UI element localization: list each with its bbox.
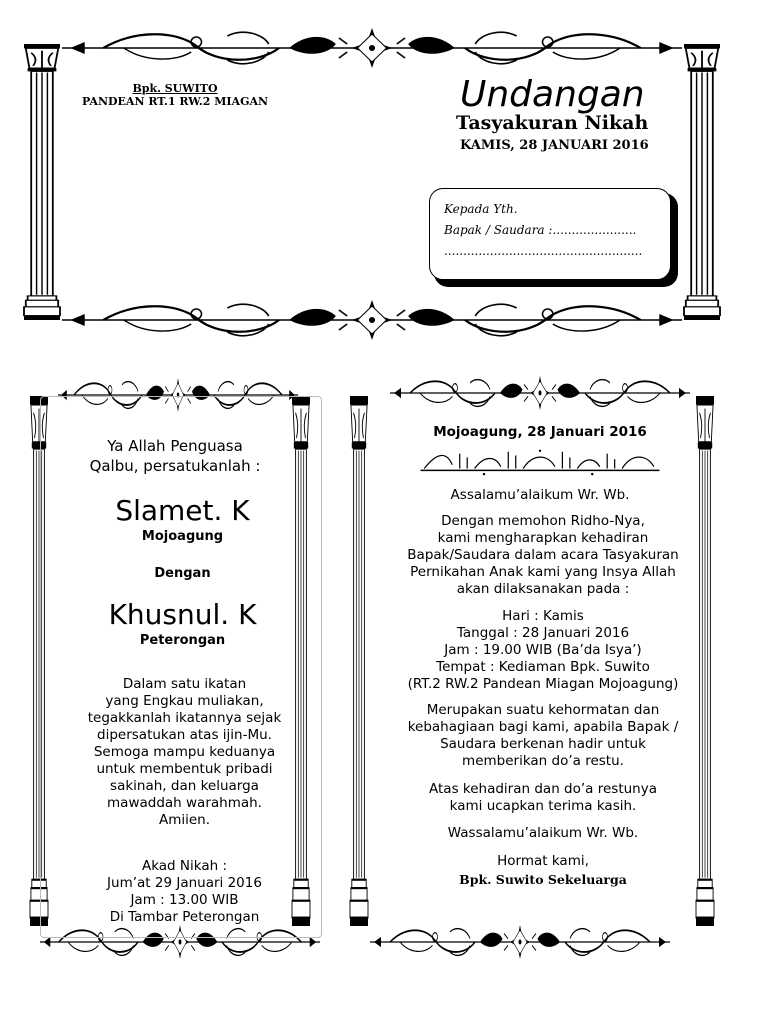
akad-line: Jum’at 29 Januari 2016 — [107, 875, 262, 891]
envelope-right-pillar — [684, 44, 720, 320]
recipient-label: Kepada Yth. — [444, 202, 518, 216]
thanks-paragraph — [360, 781, 726, 815]
event-subtitle: Tasyakuran Nikah — [456, 112, 649, 134]
recipient-box — [429, 188, 671, 280]
intro-line: akan dilaksanakan pada : — [456, 581, 630, 597]
envelope-top-ornament — [62, 28, 682, 68]
letter-date: Mojoagung, 28 Januari 2016 — [433, 424, 647, 440]
honor-line: Saudara berkenan hadir untuk — [440, 736, 646, 752]
connector-text: Dengan — [154, 566, 211, 581]
prayer-line: Ya Allah Penguasa — [107, 437, 243, 455]
blessing-line: sakinah, dan keluarga — [110, 778, 259, 794]
honor-paragraph — [360, 702, 726, 770]
left-card — [0, 360, 340, 980]
intro-line: Dengan memohon Ridho-Nya, — [441, 513, 645, 529]
greeting: Assalamu’alaikum Wr. Wb. — [450, 487, 630, 503]
detail-address: (RT.2 RW.2 Pandean Miagan Mojoagung) — [407, 676, 679, 692]
intro-line: kami mengharapkan kehadiran — [437, 530, 649, 546]
detail-time: Jam : 19.00 WIB (Ba’da Isya’) — [444, 642, 642, 658]
blessing-line: yang Engkau muliakan, — [105, 693, 264, 709]
intro-line: Pernikahan Anak kami yang Insya Allah — [410, 564, 676, 580]
thanks-line: Atas kehadiran dan do’a restunya — [429, 781, 657, 797]
right-card-bottom-ornament — [370, 925, 670, 959]
bride-name: Khusnul. K — [108, 598, 257, 631]
blessing-line: untuk membentuk pribadi — [96, 761, 273, 777]
blessing-line: dipersatukan atas ijin-Mu. — [97, 727, 272, 743]
akad-line: Di Tambar Peterongan — [109, 909, 260, 925]
bismillah-calligraphy — [414, 448, 666, 476]
detail-place: Tempat : Kediaman Bpk. Suwito — [436, 659, 650, 675]
akad-line: Akad Nikah : — [141, 858, 228, 874]
recipient-address-line: .................................................... — [444, 244, 643, 258]
bride-place: Peterongan — [139, 633, 226, 648]
groom-name: Slamet. K — [115, 494, 250, 527]
right-card-top-ornament — [390, 376, 690, 410]
envelope-bottom-ornament — [62, 300, 682, 340]
honor-line: memberikan do’a restu. — [462, 753, 624, 769]
blessing-text — [52, 676, 317, 829]
honor-line: kebahagiaan bagi kami, apabila Bapak / — [407, 719, 679, 735]
left-card-border — [40, 396, 322, 938]
akad-line: Jam : 13.00 WIB — [130, 892, 239, 908]
intro-paragraph — [360, 513, 726, 598]
event-details — [360, 608, 726, 693]
detail-date: Tanggal : 28 Januari 2016 — [456, 625, 630, 641]
honor-line: Merupakan suatu kehormatan dan — [426, 702, 660, 718]
blessing-line: tegakkanlah ikatannya sejak — [87, 710, 282, 726]
blessing-line: mawaddah warahmah. — [107, 795, 262, 811]
blessing-line: Dalam satu ikatan — [122, 676, 247, 692]
prayer-line: Qalbu, persatukanlah : — [89, 457, 261, 475]
thanks-line: kami ucapkan terima kasih. — [449, 798, 637, 814]
prayer-text — [50, 436, 300, 476]
blessing-line: Semoga mampu keduanya — [93, 744, 276, 760]
envelope-left-pillar — [24, 44, 60, 320]
invitation-title: Undangan — [460, 74, 645, 115]
closing-greeting: Wassalamu’alaikum Wr. Wb. — [447, 825, 639, 841]
akad-nikah-info — [52, 858, 317, 926]
right-card — [340, 360, 740, 980]
envelope-card — [0, 0, 768, 345]
blessing-line: Amiien. — [158, 812, 211, 828]
sender-block — [75, 82, 275, 108]
event-date: KAMIS, 28 JANUARI 2016 — [460, 138, 649, 153]
signature: Bpk. Suwito Sekeluarga — [459, 872, 627, 887]
intro-line: Bapak/Saudara dalam acara Tasyakuran — [407, 547, 679, 563]
regards-text: Hormat kami, — [497, 853, 589, 869]
recipient-name-line: Bapak / Saudara :...................... — [444, 223, 637, 237]
sender-address: PANDEAN RT.1 RW.2 MIAGAN — [81, 95, 269, 108]
groom-place: Mojoagung — [141, 529, 224, 544]
detail-day: Hari : Kamis — [502, 608, 584, 624]
sender-name: Bpk. SUWITO — [132, 82, 218, 95]
